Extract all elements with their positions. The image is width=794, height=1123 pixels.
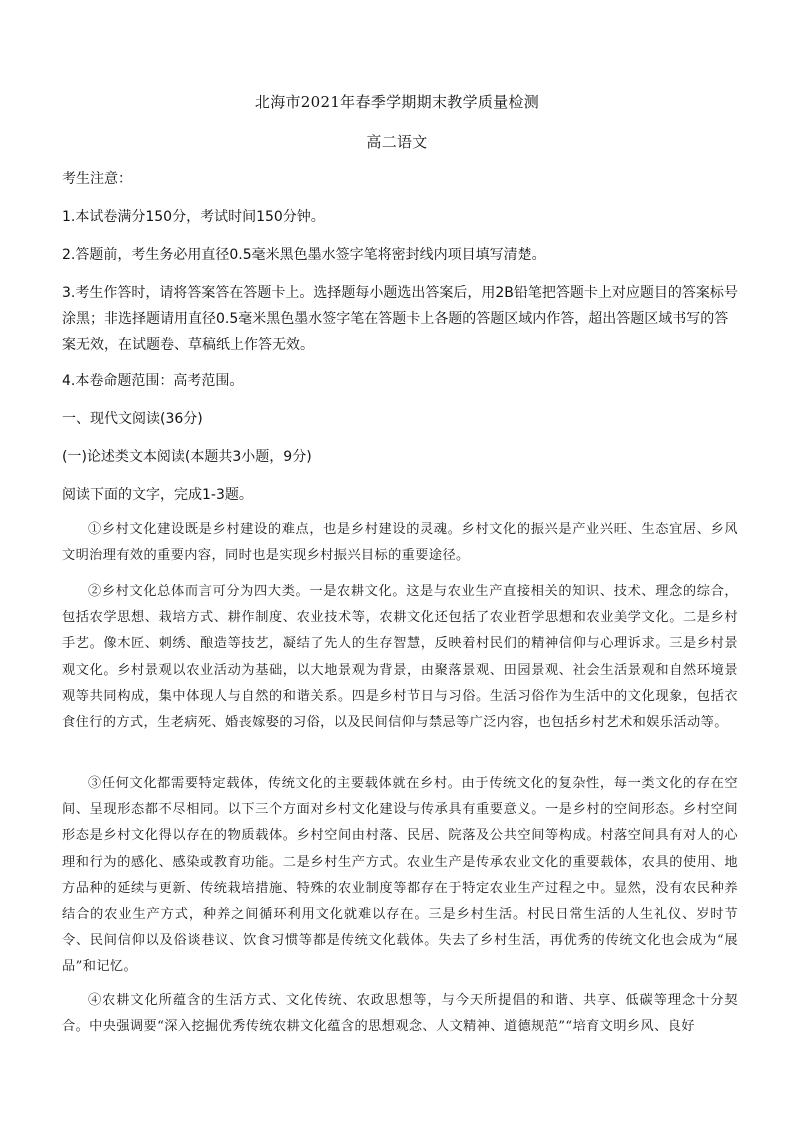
passage-paragraph-4: ④农耕文化所蕴含的生活方式、文化传统、农政思想等，与今天所提倡的和谐、共享、低碳等理念十分契合。中央强调要“深入挖掘优秀传统农耕文化蕴含的思想观念、人文精神、道德规范”“培育文明乡风、良好 (62, 993, 738, 1035)
exam-title: 北海市2021年春季学期期末教学质量检测 (254, 93, 540, 111)
passage-paragraph-3: ③任何文化都需要特定载体，传统文化的主要载体就在乡村。由于传统文化的复杂性，每一类文化的存在空间、呈现形态都不尽相同。以下三个方面对乡村文化建设与传承具有重要意义。一是乡村的空间形态。乡村空间形态是乡村文化得以存在的物质载体。乡村空间由村落、民居、院落及公共空间等构成。村落空间具有对人的心理和行为的感化、感染或教育功能。二是乡村生产方式。农业生产是传承农业文化的重要载体，农具的使用、地方品种的延续与更新、传统栽培措施、特殊的农业制度等都存在于特定农业生产过程之中。显然，没有农民种养结合的农业生产方式，种养之间循环利用文化就难以存在。三是乡村生活。村民日常生活的人生礼仪、岁时节令、民间信仰以及俗谈巷议、饮食习惯等都是传统文化载体。失去了乡村生活，再优秀的传统文化也会成为“展品”和记忆。 (62, 776, 738, 975)
notice-item: 3.考生作答时，请将答案答在答题卡上。选择题每小题选出答案后，用2B铅笔把答题卡上对应题目的答案标号涂黑；非选择题请用直径0.5毫米黑色墨水签字笔在答题卡上各题的答题区域内作答，超出答题区域书写的答案无效，在试题卷、草稿纸上作答无效。 (62, 285, 738, 353)
reading-instruction: 阅读下面的文字，完成1-3题。 (62, 487, 253, 503)
notice-item: 2.答题前，考生务必用直径0.5毫米黑色墨水签字笔将密封线内项目填写清楚。 (62, 247, 546, 263)
notice-item: 4.本卷命题范围：高考范围。 (62, 373, 244, 389)
passage-paragraph-1: ①乡村文化建设既是乡村建设的难点，也是乡村建设的灵魂。乡村文化的振兴是产业兴旺、生态宜居、乡风文明治理有效的重要内容，同时也是实现乡村振兴目标的重要途径。 (62, 522, 738, 564)
section-title: 一、现代文阅读(36分) (62, 411, 203, 427)
subject-title: 高二语文 (366, 133, 428, 151)
subsection-title: (一)论述类文本阅读(本题共3小题，9分) (62, 449, 312, 465)
notice-item: 1.本试卷满分150分，考试时间150分钟。 (62, 209, 325, 225)
passage-paragraph-2: ②乡村文化总体而言可分为四大类。一是农耕文化。这是与农业生产直接相关的知识、技术、理念的综合，包括农学思想、栽培方式、耕作制度、农业技术等，农耕文化还包括了农业哲学思想和农业美学文化。二是乡村手艺。像木匠、刺绣、酿造等技艺，凝结了先人的生存智慧，反映着村民们的精神信仰与心理诉求。三是乡村景观文化。乡村景观以农业活动为基础，以大地景观为背景，由聚落景观、田园景观、社会生活景观和自然环境景观等共同构成，集中体现人与自然的和谐关系。四是乡村节日与习俗。生活习俗作为生活中的文化现象，包括衣食住行的方式，生老病死、婚丧嫁娶的习俗，以及民间信仰与禁忌等广泛内容，也包括乡村艺术和娱乐活动等。 (62, 584, 738, 731)
notice-heading: 考生注意： (62, 171, 132, 187)
